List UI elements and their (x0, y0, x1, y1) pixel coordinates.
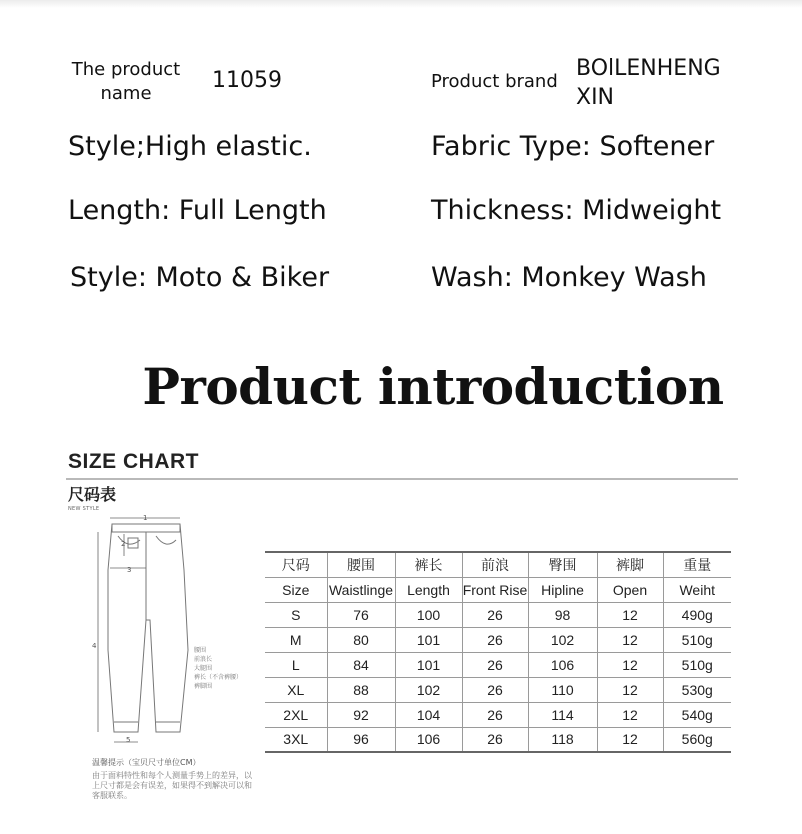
legend-length: 裤长（不含裤腰） (194, 674, 243, 681)
header-cell: Weiht (663, 577, 731, 602)
brand-value: BOlLENHENG XIN (576, 56, 721, 110)
product-name-label: The product name (71, 59, 181, 104)
table-cell: 26 (462, 627, 528, 652)
table-cell: 26 (462, 677, 528, 702)
table-cell: 76 (327, 602, 395, 627)
header-cell: 前浪 (462, 552, 528, 577)
size-table (265, 551, 731, 753)
table-cell: 560g (663, 727, 731, 752)
new-style-label: NEW STYLE (68, 506, 100, 512)
table-cell: 26 (462, 727, 528, 752)
table-cell: 26 (462, 602, 528, 627)
legend-leg-opening: 裤脚围 (194, 683, 213, 690)
table-cell: 510g (663, 652, 731, 677)
table-cell: 2XL (265, 702, 327, 727)
table-cell: 96 (327, 727, 395, 752)
table-cell: 12 (597, 627, 663, 652)
size-note-line: 由于面料特性和每个人测量手势上的差异，以 (92, 771, 252, 780)
table-row (265, 627, 731, 652)
size-chart-title: SIZE CHART (68, 450, 199, 473)
table-cell: 114 (528, 702, 597, 727)
product-introduction-title: Product introduction (142, 357, 724, 416)
table-cell: 3XL (265, 727, 327, 752)
table-cell: 102 (528, 627, 597, 652)
size-note-line: 客服联系。 (92, 791, 132, 800)
table-cell: S (265, 602, 327, 627)
brand-label: Product brand (431, 71, 558, 92)
spec-thickness: Thickness: Midweight (431, 195, 722, 226)
marker-4: 4 (92, 642, 97, 650)
table-cell: 102 (395, 677, 462, 702)
table-cell: 118 (528, 727, 597, 752)
header-cell: 裤长 (395, 552, 462, 577)
table-cell: 106 (528, 652, 597, 677)
table-cell: M (265, 627, 327, 652)
spec-fabric-type: Fabric Type: Softener (431, 131, 715, 162)
header-cell: Hipline (528, 577, 597, 602)
marker-5: 5 (126, 736, 131, 744)
table-cell: 92 (327, 702, 395, 727)
table-cell: 12 (597, 652, 663, 677)
header-cell: Open (597, 577, 663, 602)
header-cell: Length (395, 577, 462, 602)
size-note-line: 上尺寸都是会有误差，如果得不到解决可以和 (92, 781, 252, 790)
table-cell: 101 (395, 652, 462, 677)
table-cell: 84 (327, 652, 395, 677)
table-header-row-cn (265, 552, 731, 577)
product-name-value: 11059 (212, 68, 282, 93)
table-cell: 26 (462, 702, 528, 727)
header-cell: Size (265, 577, 327, 602)
spec-length: Length: Full Length (68, 195, 327, 226)
table-cell: L (265, 652, 327, 677)
table-cell: 106 (395, 727, 462, 752)
header-cell: 重量 (663, 552, 731, 577)
table-cell: XL (265, 677, 327, 702)
table-row (265, 677, 731, 702)
size-note-title: 温馨提示（宝贝尺寸单位CM） (92, 758, 201, 767)
header-cell: Front Rise (462, 577, 528, 602)
table-row (265, 652, 731, 677)
table-row (265, 702, 731, 727)
table-cell: 88 (327, 677, 395, 702)
table-cell: 510g (663, 627, 731, 652)
table-cell: 12 (597, 727, 663, 752)
marker-1: 1 (143, 514, 148, 522)
header-cell: 尺码 (265, 552, 327, 577)
table-row (265, 602, 731, 627)
marker-3: 3 (127, 566, 132, 574)
table-cell: 26 (462, 652, 528, 677)
table-cell: 12 (597, 602, 663, 627)
table-cell: 104 (395, 702, 462, 727)
table-cell: 12 (597, 702, 663, 727)
size-chart-rule (66, 478, 738, 480)
spec-wash: Wash: Monkey Wash (431, 262, 707, 293)
table-row (265, 727, 731, 752)
legend-front-rise: 前浪长 (194, 656, 213, 663)
table-cell: 490g (663, 602, 731, 627)
top-shadow-band (0, 0, 802, 8)
header-cell: 臀围 (528, 552, 597, 577)
table-cell: 98 (528, 602, 597, 627)
table-cell: 100 (395, 602, 462, 627)
table-header-row-en (265, 577, 731, 602)
table-cell: 110 (528, 677, 597, 702)
header-cell: 腰围 (327, 552, 395, 577)
table-cell: 530g (663, 677, 731, 702)
legend-waist: 腰围 (194, 647, 207, 654)
size-chart-title-cn: 尺码表 (68, 485, 117, 504)
table-cell: 101 (395, 627, 462, 652)
spec-style-elastic: Style;High elastic. (68, 131, 312, 162)
spec-style-moto: Style: Moto & Biker (70, 262, 330, 293)
header-cell: 裤脚 (597, 552, 663, 577)
table-cell: 540g (663, 702, 731, 727)
legend-thigh: 大腿围 (194, 665, 213, 672)
header-cell: Waistlinge (327, 577, 395, 602)
marker-2: 2 (121, 540, 126, 548)
table-cell: 12 (597, 677, 663, 702)
pants-diagram-icon (88, 510, 208, 750)
table-cell: 80 (327, 627, 395, 652)
